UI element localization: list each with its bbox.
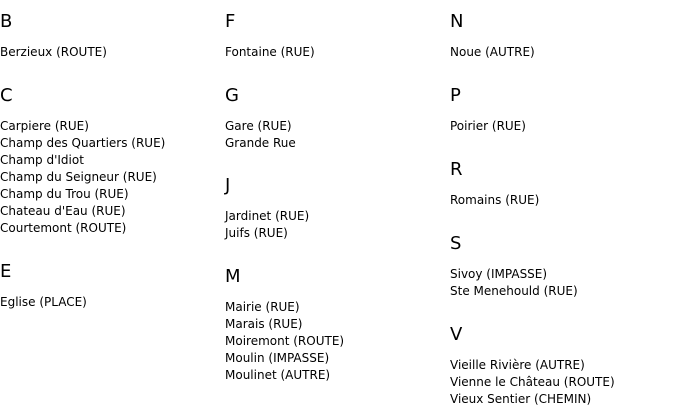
street-link[interactable]: Berzieux (ROUTE) (0, 45, 107, 59)
letter-heading: M (225, 266, 241, 287)
street-link[interactable]: Champ du Seigneur (RUE) (0, 170, 157, 184)
street-link[interactable]: Gare (RUE) (225, 119, 292, 133)
letter-group-g (225, 85, 445, 150)
letter-heading: S (450, 233, 462, 254)
letter-group-e (0, 261, 220, 309)
street-link[interactable]: Romains (RUE) (450, 193, 540, 207)
street-list (225, 118, 445, 152)
street-list (225, 299, 445, 384)
street-list (450, 118, 670, 135)
street-list (450, 266, 670, 300)
letter-group-b (0, 11, 220, 59)
street-link[interactable]: Fontaine (RUE) (225, 45, 315, 59)
street-link[interactable]: Champ du Trou (RUE) (0, 187, 129, 201)
letter-heading: E (0, 261, 12, 282)
letter-group-f (225, 11, 445, 59)
street-link[interactable]: Ste Menehould (RUE) (450, 284, 578, 298)
letter-group-s (450, 233, 670, 298)
street-link[interactable]: Sivoy (IMPASSE) (450, 267, 548, 281)
letter-group-r (450, 159, 670, 207)
street-link[interactable]: Moulin (IMPASSE) (225, 351, 330, 365)
street-link[interactable]: Poirier (RUE) (450, 119, 526, 133)
street-list (0, 44, 220, 61)
street-link[interactable]: Vienne le Château (ROUTE) (450, 375, 615, 389)
street-link[interactable]: Vieille Rivière (AUTRE) (450, 358, 585, 372)
street-link[interactable]: Juifs (RUE) (225, 226, 288, 240)
letter-heading: C (0, 85, 13, 106)
street-link[interactable]: Moiremont (ROUTE) (225, 334, 345, 348)
letter-heading: V (450, 324, 463, 345)
letter-group-p (450, 85, 670, 133)
street-link[interactable]: Courtemont (ROUTE) (0, 221, 127, 235)
letter-group-j (225, 175, 445, 240)
letter-heading: J (225, 175, 231, 196)
street-link[interactable]: Mairie (RUE) (225, 300, 300, 314)
letter-heading: F (225, 11, 236, 32)
street-list (450, 192, 670, 209)
letter-group-v (450, 324, 670, 406)
letter-heading: N (450, 11, 464, 32)
letter-heading: R (450, 159, 463, 180)
letter-heading: P (450, 85, 461, 106)
street-list (225, 44, 445, 61)
street-link[interactable]: Champ d'Idiot (0, 153, 84, 167)
street-link[interactable]: Jardinet (RUE) (225, 209, 310, 223)
street-list (450, 44, 670, 61)
street-link[interactable]: Champ des Quartiers (RUE) (0, 136, 166, 150)
letter-group-m (225, 266, 445, 382)
street-link[interactable]: Eglise (PLACE) (0, 295, 87, 309)
street-link[interactable]: Chateau d'Eau (RUE) (0, 204, 126, 218)
street-link[interactable]: Grande Rue (225, 136, 296, 150)
street-link[interactable]: Marais (RUE) (225, 317, 303, 331)
street-link[interactable]: Vieux Sentier (CHEMIN) (450, 392, 592, 406)
street-link[interactable]: Noue (AUTRE) (450, 45, 535, 59)
street-list (0, 118, 220, 237)
street-list (450, 357, 670, 408)
street-list (225, 208, 445, 242)
street-list (0, 294, 220, 311)
letter-group-n (450, 11, 670, 59)
letter-heading: B (0, 11, 13, 32)
letter-group-c (0, 85, 220, 235)
street-link[interactable]: Moulinet (AUTRE) (225, 368, 331, 382)
letter-heading: G (225, 85, 239, 106)
street-link[interactable]: Carpiere (RUE) (0, 119, 89, 133)
